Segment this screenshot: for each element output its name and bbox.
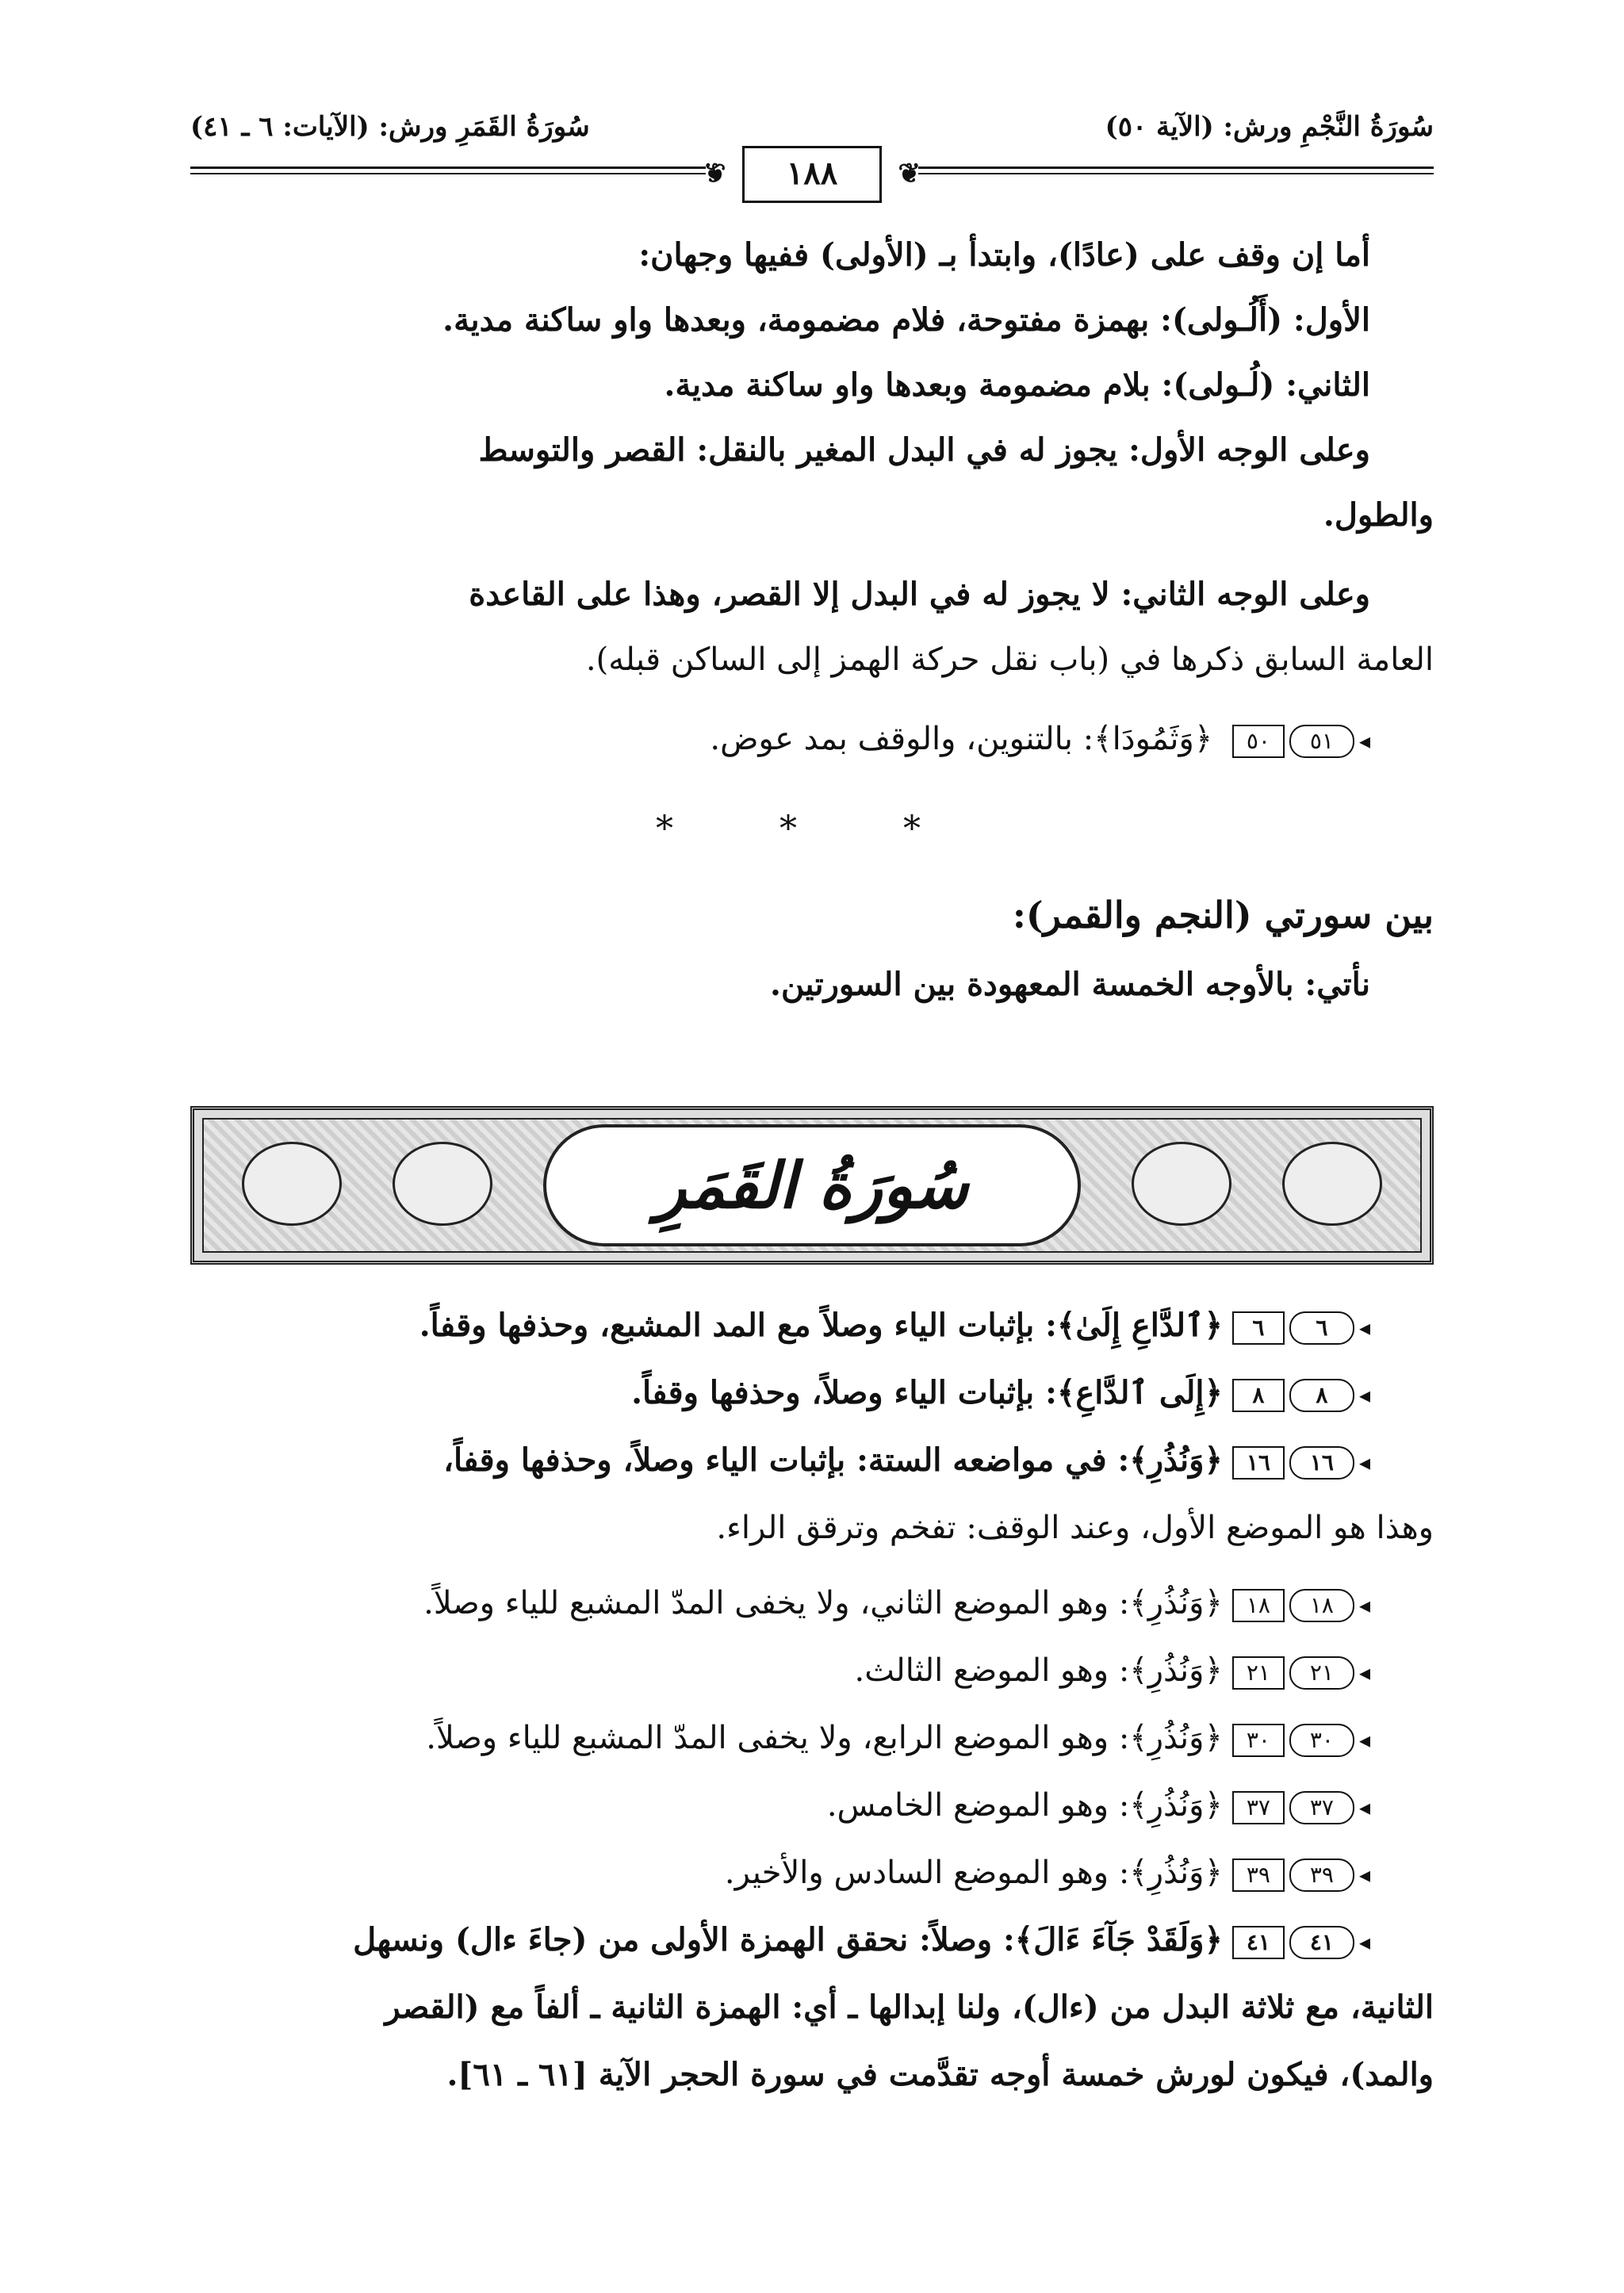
arrow-icon: ◂ (1358, 1449, 1370, 1476)
verse-entry (190, 1982, 1434, 2033)
verse-entry (190, 1713, 1370, 1766)
arrow-icon: ◂ (1358, 1659, 1370, 1686)
text-line: وعلى الوجه الثاني: لا يجوز له في البدل إلا القصر، وهذا على القاعدة (469, 576, 1370, 613)
verse-entry (190, 1435, 1370, 1488)
header-right-title: سُورَةُ النَّجْمِ ورش: (الآية ٥٠) (1105, 111, 1434, 143)
arrow-icon: ◂ (1358, 728, 1370, 754)
verse-reference (1232, 1648, 1370, 1698)
verse-number-oval: ١٦ (1289, 1446, 1354, 1480)
verse-reference (1232, 1580, 1370, 1631)
verse-entry (190, 1368, 1370, 1421)
text-line: الأول: (أَلُـولى): بهمزة مفتوحة، فلام مضمومة، وبعدها واو ساكنة مدية. (442, 301, 1370, 339)
verse-reference (1232, 1715, 1370, 1766)
arrow-icon: ◂ (1358, 1862, 1370, 1888)
header-rule (190, 167, 706, 169)
surah-title: سُورَةُ القَمَرِ (543, 1124, 1081, 1246)
verse-text: ﴿وَنُذُرِ﴾: في مواضعه الستة: بإثبات الياء وصلاً، وحذفها وقفاً، (443, 1441, 1223, 1479)
verse-number-oval: ١٨ (1289, 1589, 1354, 1622)
section-separator: * * * (656, 809, 968, 849)
verse-number-oval: ٦ (1289, 1311, 1354, 1345)
verse-entry (190, 714, 1370, 767)
section-heading: بين سورتي (النجم والقمر): (1012, 894, 1434, 936)
verse-text: وهذا هو الموضع الأول، وعند الوقف: تفخم وترقق الراء. (716, 1510, 1434, 1546)
verse-text: ﴿وَنُذُرِ﴾: وهو الموضع الرابع، ولا يخفى المدّ المشبع للياء وصلاً. (426, 1720, 1223, 1756)
ornament-icon (1132, 1142, 1231, 1226)
verse-number-oval: ٤١ (1289, 1926, 1354, 1959)
arrow-icon: ◂ (1358, 1727, 1370, 1753)
arrow-icon: ◂ (1358, 1315, 1370, 1341)
running-header (190, 111, 1434, 192)
verse-text: ﴿وَنُذُرِ﴾: وهو الموضع السادس والأخير. (724, 1855, 1223, 1891)
verse-entry (190, 1847, 1370, 1901)
verse-entry (190, 1578, 1370, 1631)
verse-text: ﴿وَنُذُرِ﴾: وهو الموضع الخامس. (826, 1787, 1223, 1824)
verse-number-box: ٤١ (1232, 1926, 1285, 1959)
verse-reference (1232, 1303, 1370, 1353)
page-number: ❦ ١٨٨ ❦ (742, 146, 882, 203)
verse-text: ﴿ٱلدَّاعِ إِلَىٰ﴾: بإثبات الياء وصلاً مع المد المشبع، وحذفها وقفاً. (419, 1307, 1223, 1344)
verse-entry (190, 2050, 1434, 2100)
header-left-title: سُورَةُ القَمَرِ ورش: (الآيات: ٦ ـ ٤١) (190, 111, 590, 143)
verse-entry (190, 1300, 1370, 1353)
verse-text: ﴿إِلَى ٱلدَّاعِ﴾: بإثبات الياء وصلاً، وحذفها وقفاً. (631, 1374, 1223, 1411)
verse-entry (190, 1645, 1370, 1698)
surah-banner (190, 1106, 1434, 1265)
arrow-icon: ◂ (1358, 1592, 1370, 1618)
verse-number-box: ١٨ (1232, 1589, 1285, 1622)
verse-text: الثانية، مع ثلاثة البدل من (ءال)، ولنا إبدالها ـ أي: الهمزة الثانية ـ ألفاً مع (القصر (385, 1989, 1434, 2026)
ornament-icon (242, 1142, 342, 1226)
verse-number-box: ٢١ (1232, 1656, 1285, 1690)
verse-number-oval: ٨ (1289, 1379, 1354, 1412)
verse-number-oval: ٢١ (1289, 1656, 1354, 1690)
arrow-icon: ◂ (1358, 1382, 1370, 1408)
verse-number-box: ٦ (1232, 1311, 1285, 1345)
verse-text: ﴿وَنُذُرِ﴾: وهو الموضع الثالث. (854, 1652, 1223, 1689)
ornament-icon (393, 1142, 492, 1226)
verse-reference (1232, 1370, 1370, 1421)
verse-reference (1232, 1850, 1370, 1901)
verse-text: والمد)، فيكون لورش خمسة أوجه تقدَّمت في سورة الحجر الآية [٦١ ـ ٦١]. (446, 2056, 1434, 2093)
verse-number-box: ٥٠ (1232, 725, 1285, 758)
ornament-icon (1282, 1142, 1382, 1226)
verse-number-oval: ٣٠ (1289, 1724, 1354, 1757)
verse-reference (1232, 1917, 1370, 1968)
verse-text: ﴿وَنُذُرِ﴾: وهو الموضع الثاني، ولا يخفى المدّ المشبع للياء وصلاً. (423, 1585, 1223, 1621)
verse-reference (1232, 1437, 1370, 1488)
text-line: وعلى الوجه الأول: يجوز له في البدل المغير بالنقل: القصر والتوسط (478, 431, 1370, 469)
verse-reference (1232, 716, 1370, 767)
header-rule (918, 173, 1434, 174)
verse-number-oval: ٣٩ (1289, 1859, 1354, 1892)
verse-number-oval: ٥١ (1289, 725, 1354, 758)
text-line: أما إن وقف على (عادًا)، وابتدأ بـ (الأولى) ففيها وجهان: (638, 236, 1370, 274)
header-rule (918, 167, 1434, 169)
verse-number-box: ٣٩ (1232, 1859, 1285, 1892)
verse-number-box: ١٦ (1232, 1446, 1285, 1480)
arrow-icon: ◂ (1358, 1794, 1370, 1820)
verse-number-oval: ٣٧ (1289, 1791, 1354, 1824)
verse-text: ﴿وَثَمُودَا﴾: بالتنوين، والوقف بمد عوض. (710, 721, 1213, 757)
verse-text: ﴿وَلَقَدْ جَآءَ ءَالَ﴾: وصلاً: نحقق الهمزة الأولى من (جاءَ ءال) ونسهل (353, 1921, 1223, 1958)
verse-reference (1232, 1782, 1370, 1833)
header-rule (190, 173, 706, 174)
verse-entry (190, 1915, 1370, 1968)
text-line: الثاني: (لُـولى): بلام مضمومة وبعدها واو ساكنة مدية. (664, 366, 1370, 404)
text-line: نأتي: بالأوجه الخمسة المعهودة بين السورتين. (770, 966, 1370, 1003)
verse-number-box: ٣٧ (1232, 1791, 1285, 1824)
verse-entry (190, 1780, 1370, 1833)
verse-entry (190, 1503, 1434, 1553)
arrow-icon: ◂ (1358, 1929, 1370, 1955)
verse-number-box: ٣٠ (1232, 1724, 1285, 1757)
text-line: والطول. (1323, 496, 1434, 534)
text-line: العامة السابق ذكرها في (باب نقل حركة الهمز إلى الساكن قبله). (585, 641, 1434, 678)
verse-number-box: ٨ (1232, 1379, 1285, 1412)
